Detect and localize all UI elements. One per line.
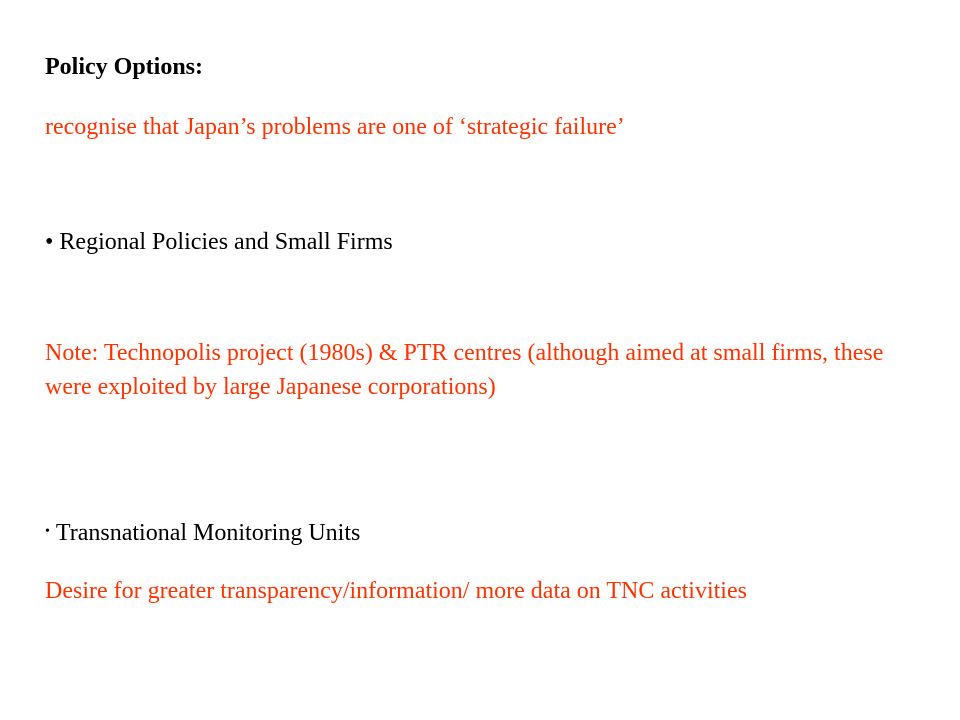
slide-heading: Policy Options: <box>45 54 204 80</box>
intro-text: recognise that Japan’s problems are one of ‘strategic failure’ <box>45 114 625 140</box>
bullet-regional-policies <box>45 229 925 256</box>
technopolis-note: Note: Technopolis project (1980s) & PTR centres (although aimed at small firms, these were exploited by large Japanese corporations) <box>45 340 884 400</box>
bullet-label: Transnational Monitoring Units <box>55 520 361 546</box>
bullet-transnational-units <box>45 520 925 547</box>
transparency-note: Desire for greater transparency/information/ more data on TNC activities <box>45 578 747 604</box>
bullet-label: Regional Policies and Small Firms <box>59 229 393 255</box>
bullet-marker: • <box>45 229 54 255</box>
bullet-marker: • <box>45 524 50 540</box>
